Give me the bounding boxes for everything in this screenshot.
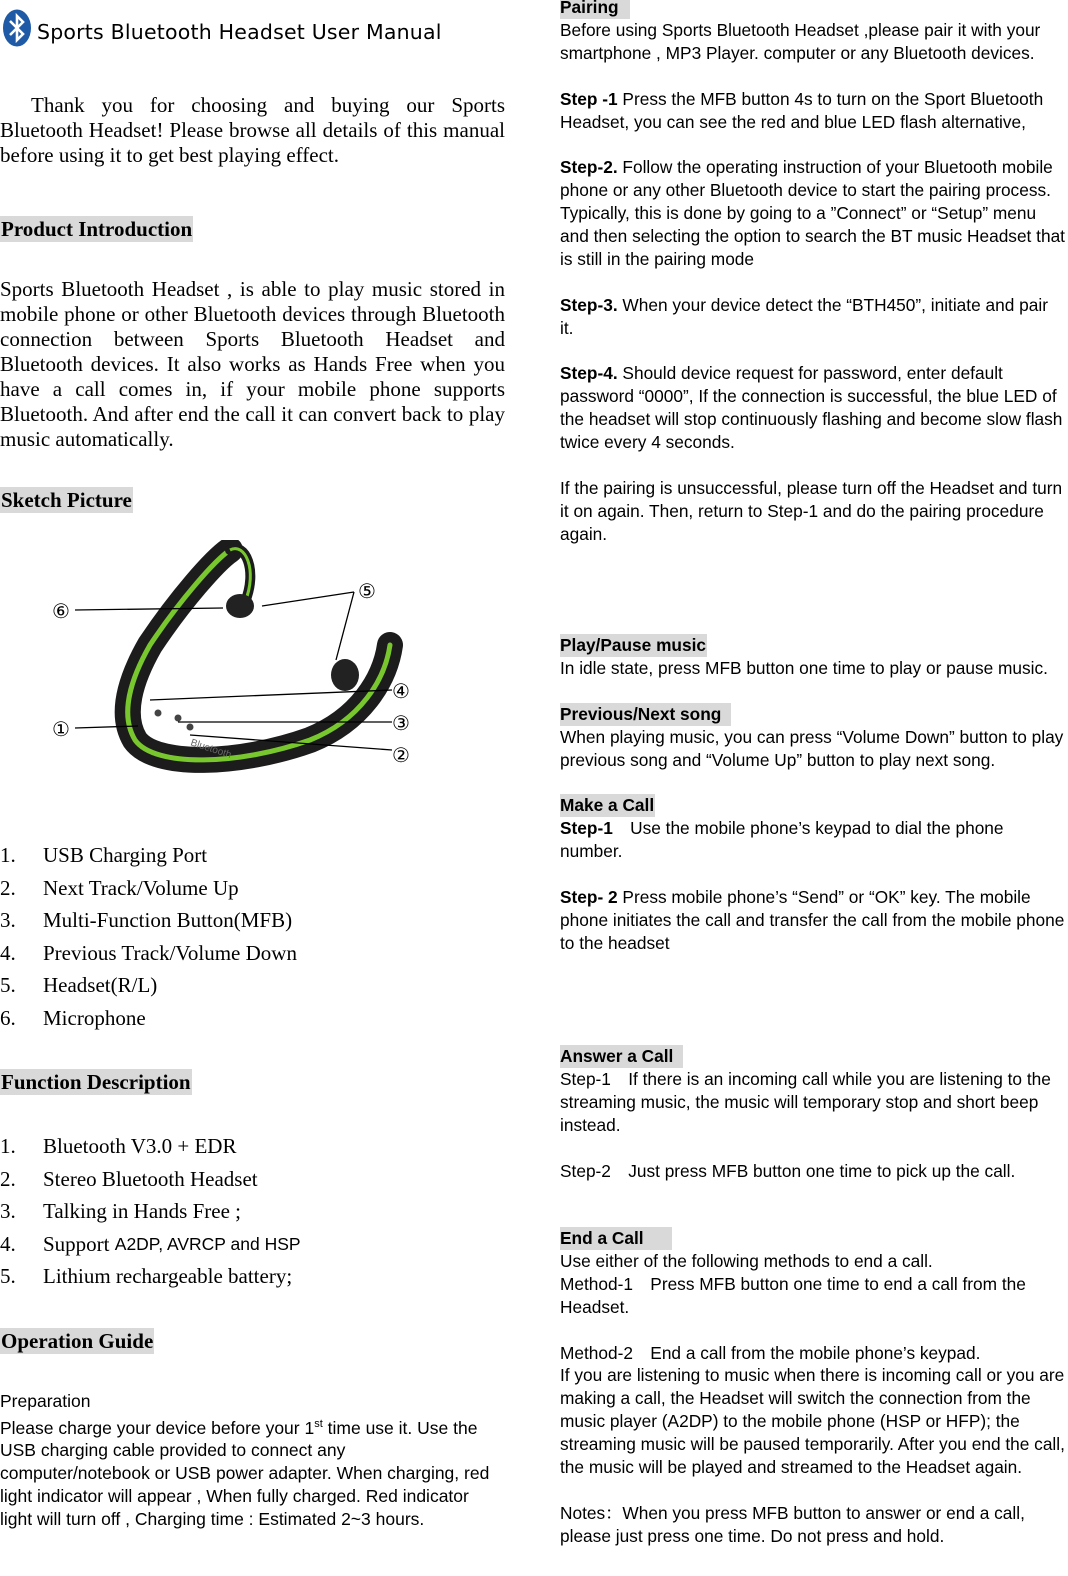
heading-sketch-picture: Sketch Picture bbox=[1, 488, 132, 512]
make-call-step-2: Step- 2 Press mobile phone’s “Send” or “OK” key. The mobile phone initiates the call and transfer the call from the mobile phone to the headset bbox=[560, 886, 1065, 953]
heading-end-call: End a Call bbox=[560, 1227, 672, 1250]
answer-call-step-1: Step-1 If there is an incoming call while you are listening to the streaming music, the music will temporary stop and short beep instead. bbox=[560, 1068, 1051, 1135]
previous-next-body: When playing music, you can press “Volume Down” button to play previous song and “Volume Up” button to play next song. bbox=[560, 726, 1064, 770]
function-list bbox=[0, 1133, 505, 1296]
brand-label: Bluetooth bbox=[189, 737, 233, 761]
list-item: 3. Multi-Function Button(MFB) bbox=[0, 908, 293, 932]
pairing-intro: Before using Sports Bluetooth Headset ,please pair it with your smartphone , MP3 Player. computer or any Bluetooth devices. bbox=[560, 19, 1041, 63]
answer-call-section bbox=[560, 1045, 1066, 1182]
heading-product-introduction: Product Introduction bbox=[1, 217, 193, 241]
parts-list bbox=[0, 842, 505, 1037]
heading-make-call: Make a Call bbox=[560, 795, 655, 816]
heading-answer-call: Answer a Call bbox=[560, 1045, 683, 1068]
bluetooth-icon bbox=[2, 9, 32, 47]
preparation-title: Preparation bbox=[0, 1391, 91, 1411]
callout-2: ② bbox=[392, 743, 410, 767]
left-column bbox=[0, 0, 505, 1576]
heading-play-pause: Play/Pause music bbox=[560, 635, 707, 655]
end-call-notes: Notes：When you press MFB button to answer or end a call, please just press one time. Do not press and hold. bbox=[560, 1502, 1025, 1546]
list-item: 4. Previous Track/Volume Down bbox=[0, 940, 297, 965]
pairing-step-3: Step-3. When your device detect the “BTH450”, initiate and pair it. bbox=[560, 294, 1048, 338]
pairing-section bbox=[560, 0, 1066, 546]
list-item: 4. Support A2DP, AVRCP and HSP bbox=[0, 1231, 301, 1256]
list-item: 1. Bluetooth V3.0 + EDR bbox=[0, 1134, 237, 1158]
heading-function-description: Function Description bbox=[1, 1070, 191, 1094]
list-item: 6. Microphone bbox=[0, 1005, 146, 1030]
right-column bbox=[560, 0, 1065, 1576]
list-item: 2. Next Track/Volume Up bbox=[0, 875, 239, 900]
callout-5: ⑤ bbox=[358, 579, 376, 603]
intro-paragraph: Thank you for choosing and buying our Sports Bluetooth Headset! Please browse all details of this manual before using it to get best playing effect. bbox=[0, 93, 505, 167]
end-call-switch-note: If you are listening to music when there is incoming call or you are making a call, the Headset will switch the connection from the music player (A2DP) to the mobile phone (HSP or HFP); the streaming music will be paused temporarily. After you end the call, the music will be played and streamed to the Headset again. bbox=[560, 1365, 1065, 1478]
play-pause-body: In idle state, press MFB button one time to play or pause music. bbox=[560, 657, 1048, 678]
pairing-step-2: Step-2. Follow the operating instruction of your Bluetooth mobile phone or any other Bluetooth device to start the pairing process. Typically, this is done by going to a ”Connect” or “Setup” menu and then selecting the option to search the BT music Headset that is still in the pairing mode bbox=[560, 157, 1065, 269]
make-call-step-1: Step-1 Use the mobile phone’s keypad to dial the phone number. bbox=[560, 818, 1004, 862]
list-item: 5. Lithium rechargeable battery; bbox=[0, 1264, 293, 1288]
callout-6: ⑥ bbox=[52, 599, 70, 623]
callout-4: ④ bbox=[392, 679, 410, 703]
pairing-step-4: Step-4. Should device request for password, enter default password “0000”, If the connection is successful, the blue LED of the headset will stop continuously flashing and become slow flash twice every 4 seconds. bbox=[560, 363, 1063, 453]
headset-sketch bbox=[40, 540, 430, 780]
title-row bbox=[2, 6, 442, 50]
heading-operation-guide: Operation Guide bbox=[1, 1329, 154, 1353]
preparation-body: Please charge your device before your 1st time use it. Use the USB charging cable provided to connect any computer/notebook or USB power adapter. When charging, red light indicator will appear , When fully charged. Red indicator light will turn off , Charging time : Estimated 2~3 hours. bbox=[0, 1417, 490, 1529]
pairing-step-1: Step -1 Press the MFB button 4s to turn on the Sport Bluetooth Headset, you can see the red and blue LED flash alternative, bbox=[560, 88, 1044, 132]
play-pause-section bbox=[560, 634, 1066, 955]
heading-previous-next: Previous/Next song bbox=[560, 703, 731, 726]
manual-title: Sports Bluetooth Headset User Manual bbox=[37, 20, 442, 44]
end-call-method-1: Method-1 Press MFB button one time to end a call from the Headset. bbox=[560, 1273, 1026, 1317]
callout-1: ① bbox=[52, 717, 70, 741]
end-call-intro: Use either of the following methods to end a call. bbox=[560, 1250, 933, 1271]
list-item: 3. Talking in Hands Free ; bbox=[0, 1199, 241, 1223]
callout-3: ③ bbox=[392, 711, 410, 735]
end-call-section bbox=[560, 1227, 1066, 1548]
list-item: 2. Stereo Bluetooth Headset bbox=[0, 1166, 258, 1191]
earbud-right bbox=[331, 659, 359, 691]
neckband bbox=[128, 550, 390, 760]
answer-call-step-2: Step-2 Just press MFB button one time to pick up the call. bbox=[560, 1160, 1016, 1181]
preparation-section bbox=[0, 1390, 500, 1531]
list-item: 5. Headset(R/L) bbox=[0, 973, 158, 997]
product-introduction-body: Sports Bluetooth Headset , is able to play music stored in mobile phone or other Bluetooth devices through Bluetooth connection between Sports Bluetooth Headset and Bluetooth devices. It also works as Hands Free when you have a call comes in, if your mobile phone supports Bluetooth. And after end the call it can convert back to play music automatically. bbox=[0, 277, 505, 451]
list-item: 1. USB Charging Port bbox=[0, 843, 208, 867]
earbud-left bbox=[226, 594, 254, 618]
end-call-method-2: Method-2 End a call from the mobile phone’s keypad. bbox=[560, 1342, 981, 1363]
heading-pairing: Pairing bbox=[560, 0, 630, 19]
pairing-failure-note: If the pairing is unsuccessful, please turn off the Headset and turn it on again. Then, return to Step-1 and do the pairing procedure again. bbox=[560, 477, 1063, 544]
